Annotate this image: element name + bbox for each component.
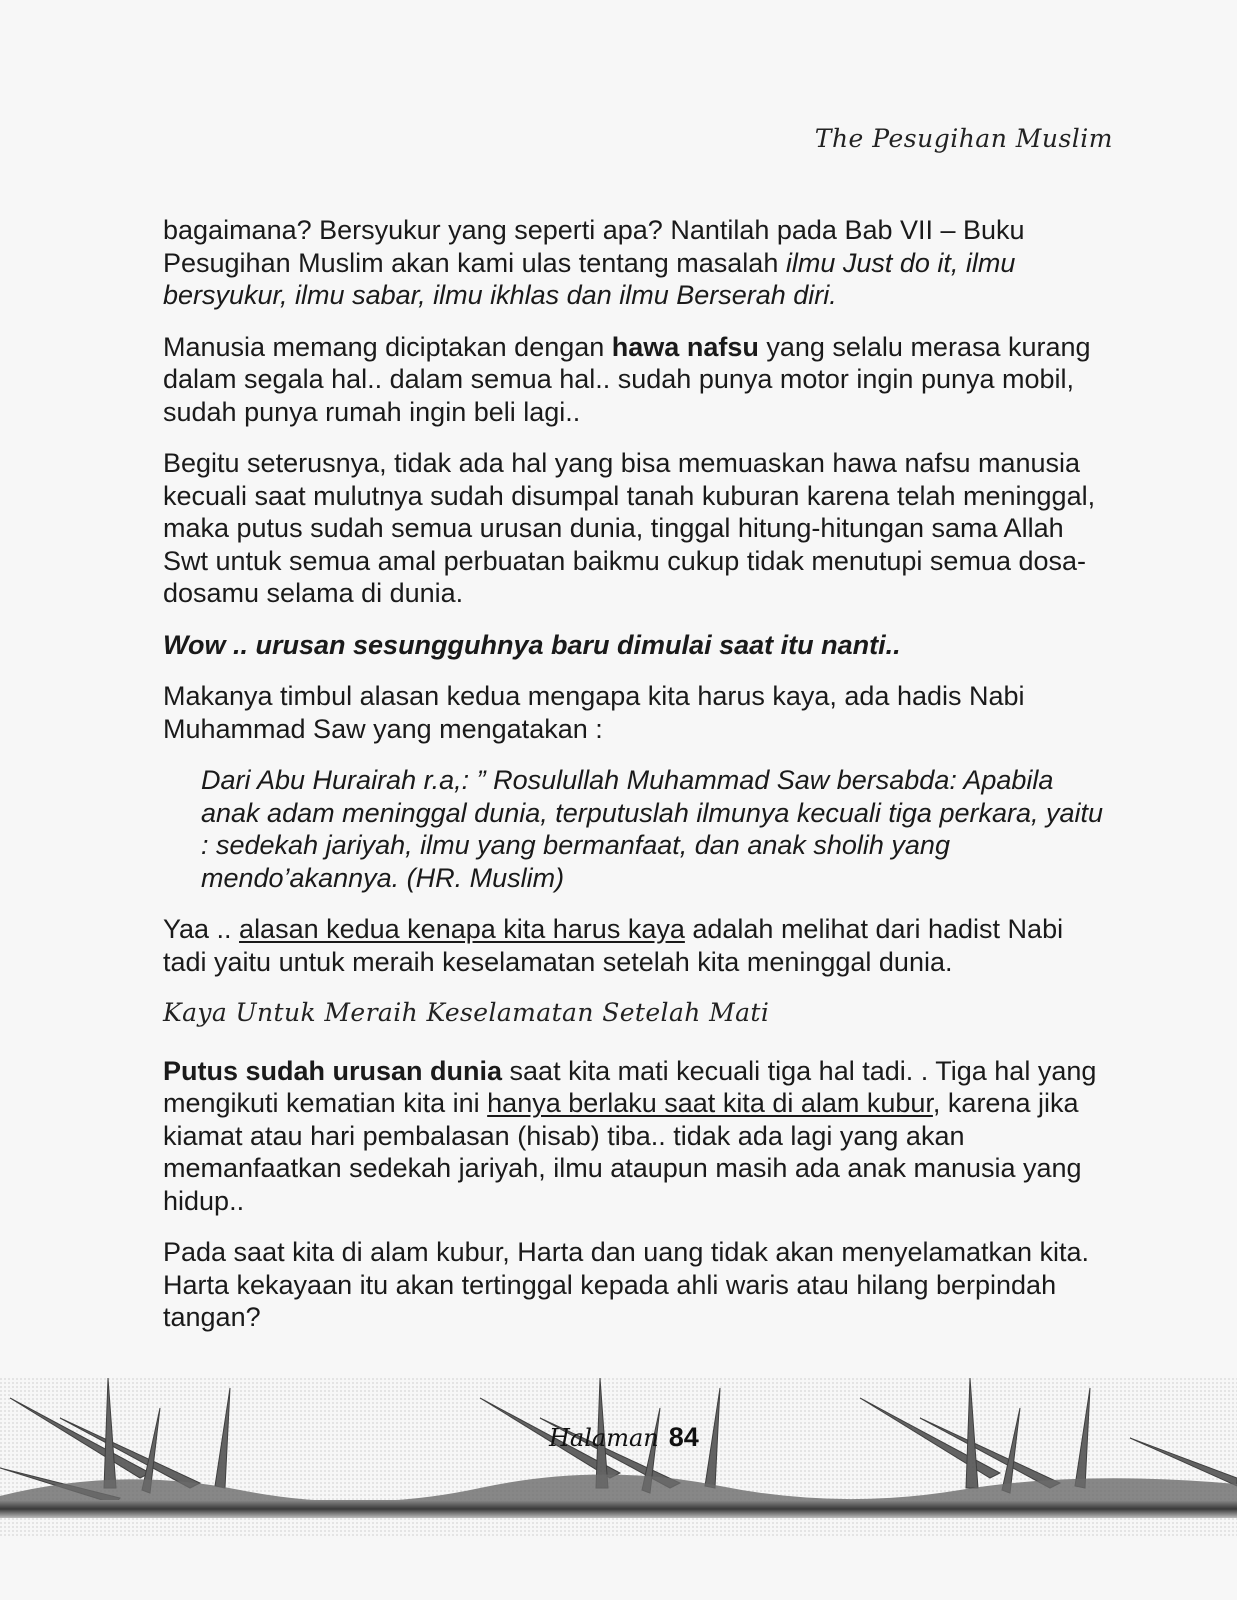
- paragraph-5: Makanya timbul alasan kedua mengapa kita harus kaya, ada hadis Nabi Muhammad Saw yang mengatakan :: [163, 681, 1025, 744]
- paragraph-3: Begitu seterusnya, tidak ada hal yang bisa memuaskan hawa nafsu manusia kecuali saat mulutnya sudah disumpal tanah kuburan karena telah meninggal, maka putus sudah semua urusan dunia, tinggal hitung-hitungan sama Allah Swt untuk semua amal perbuatan baikmu cukup tidak menutupi semua dosa-dosamu selama di dunia.: [163, 448, 1096, 608]
- emphasis-hawa-nafsu: hawa nafsu: [611, 331, 759, 362]
- paragraph-4-emphasis: Wow .. urusan sesungguhnya baru dimulai saat itu nanti..: [163, 629, 901, 660]
- body-text: [163, 214, 1113, 1353]
- underlined-phrase: hanya berlaku saat kita di alam kubur: [487, 1088, 933, 1118]
- section-heading: Kaya Untuk Meraih Keselamatan Setelah Mati: [163, 998, 770, 1027]
- underlined-phrase: alasan kedua kenapa kita harus kaya: [239, 914, 685, 944]
- paragraph-7: Putus sudah urusan dunia saat kita mati kecuali tiga hal tadi. . Tiga hal yang mengikuti kematian kita ini hanya berlaku saat kita di alam kubur, karena jika kiamat atau hari pembalasan (hisab) tiba.. tidak ada lagi yang akan memanfaatkan sedekah jariyah, ilmu ataupun masih ada anak manusia yang hidup..: [163, 1055, 1097, 1216]
- paragraph-8: Pada saat kita di alam kubur, Harta dan uang tidak akan menyelamatkan kita. Harta kekayaan itu akan tertinggal kepada ahli waris atau hilang berpindah tangan?: [163, 1237, 1090, 1332]
- running-header: The Pesugihan Muslim: [814, 124, 1113, 153]
- page-number: Halaman 84: [549, 1422, 699, 1452]
- hadith-quote: Dari Abu Hurairah r.a,: ” Rosulullah Muhammad Saw bersabda: Apabila anak adam meninggal dunia, terputuslah ilmunya kecuali tiga perkara, yaitu : sedekah jariyah, ilmu yang bermanfaat, dan anak sholih yang mendo’akannya. (HR. Muslim): [201, 765, 1104, 893]
- paragraph-6: Yaa .. alasan kedua kenapa kita harus kaya adalah melihat dari hadist Nabi tadi yaitu untuk meraih keselamatan setelah kita meninggal dunia.: [163, 914, 1064, 977]
- paragraph-1: bagaimana? Bersyukur yang seperti apa? Nantilah pada Bab VII – Buku Pesugihan Muslim akan kami ulas tentang masalah ilmu Just do it, ilmu bersyukur, ilmu sabar, ilmu ikhlas dan ilmu Berserah diri.: [163, 215, 1025, 310]
- decorative-footer-ornament: [0, 1378, 1237, 1538]
- paragraph-2: Manusia memang diciptakan dengan hawa nafsu yang selalu merasa kurang dalam segala hal.. dalam semua hal.. sudah punya motor ingin punya mobil, sudah punya rumah ingin beli lagi..: [163, 331, 1091, 427]
